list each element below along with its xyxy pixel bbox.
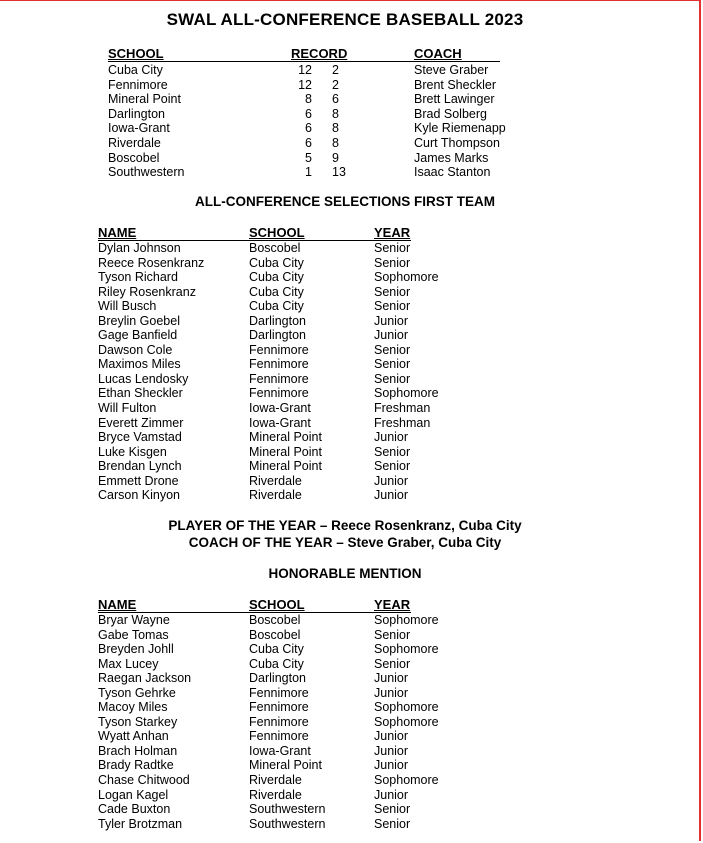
honorable-year: Sophomore (374, 773, 439, 788)
first_team-row (98, 270, 498, 285)
honorable-year: Junior (374, 758, 409, 773)
first_team-year: Sophomore (374, 270, 439, 285)
first_team-row (98, 401, 498, 416)
honorable-year-header: YEAR (374, 597, 411, 612)
honorable-school: Southwestern (249, 816, 326, 831)
standings-losses: 13 (332, 165, 346, 180)
honorable-year: Sophomore (374, 613, 439, 627)
standings-school-header: SCHOOL (108, 46, 164, 61)
standings-school: Iowa-Grant (108, 121, 170, 136)
first_team-school: Cuba City (249, 270, 304, 285)
standings-wins: 6 (305, 106, 312, 121)
standings-coach: Brad Solberg (414, 106, 487, 121)
honorable-row (98, 657, 498, 672)
standings-wins: 6 (305, 121, 312, 136)
first_team-name: Gage Banfield (98, 328, 178, 343)
standings-school: Riverdale (108, 135, 161, 150)
standings-coach: James Marks (414, 150, 489, 165)
honorable-school: Fennimore (249, 700, 309, 715)
first_team-school: Darlington (249, 328, 306, 343)
standings-wins: 12 (298, 77, 312, 92)
first-team-heading: ALL-CONFERENCE SELECTIONS FIRST TEAM (195, 194, 495, 209)
honorable-name: Macoy Miles (98, 700, 168, 715)
standings-wins: 5 (305, 150, 312, 165)
first_team-year: Senior (374, 342, 411, 357)
standings-table (108, 63, 528, 180)
first_team-school: Fennimore (249, 371, 309, 386)
first_team-name: Breylin Goebel (98, 313, 180, 328)
standings-coach-header: COACH (414, 46, 462, 61)
first_team-school: Cuba City (249, 284, 304, 299)
standings-coach: Curt Thompson (414, 135, 500, 150)
honorable-school: Boscobel (249, 613, 301, 627)
first_team-name: Dawson Cole (98, 342, 173, 357)
honorable-name: Gabe Tomas (98, 627, 169, 642)
honorable-year: Senior (374, 802, 411, 817)
first_team-year: Senior (374, 299, 411, 314)
honorable-row (98, 744, 498, 759)
standings-coach: Isaac Stanton (414, 165, 491, 180)
first_team-year: Junior (374, 488, 409, 503)
first_team-school: Iowa-Grant (249, 415, 311, 430)
first_team-school: Fennimore (249, 386, 309, 401)
first_team-name: Emmett Drone (98, 473, 179, 488)
coach-of-the-year: COACH OF THE YEAR – Steve Graber, Cuba City (188, 535, 502, 550)
honorable-year: Sophomore (374, 700, 439, 715)
standings-coach: Brett Lawinger (414, 92, 495, 107)
first_team-row (98, 328, 498, 343)
first_team-name: Ethan Sheckler (98, 386, 183, 401)
first_team-year: Senior (374, 357, 411, 372)
standings-losses: 2 (332, 63, 339, 77)
first_team-school: Cuba City (249, 255, 304, 270)
standings-row (108, 63, 528, 78)
first_team-year: Junior (374, 328, 409, 343)
first_team-row (98, 256, 498, 271)
standings-coach: Steve Graber (414, 63, 489, 77)
first_team-year: Senior (374, 459, 411, 474)
first_team-row (98, 445, 498, 460)
first_team-school: Riverdale (249, 488, 302, 503)
honorable-row (98, 729, 498, 744)
first_team-name: Luke Kisgen (98, 444, 167, 459)
honorable-row (98, 671, 498, 686)
standings-school: Boscobel (108, 150, 160, 165)
honorable-school: Cuba City (249, 642, 304, 657)
first_team-name: Dylan Johnson (98, 241, 181, 255)
honorable-school: Mineral Point (249, 758, 322, 773)
standings-losses: 6 (332, 92, 339, 107)
honorable-year: Junior (374, 729, 409, 744)
standings-record-header: RECORD (291, 46, 348, 61)
first_team-year: Senior (374, 241, 411, 255)
first_team-name: Lucas Lendosky (98, 371, 189, 386)
standings-school: Fennimore (108, 77, 168, 92)
honorable-name: Raegan Jackson (98, 671, 192, 686)
honorable-year: Senior (374, 816, 411, 831)
first_team-school: Darlington (249, 313, 306, 328)
standings-losses: 9 (332, 150, 339, 165)
honorable-row (98, 773, 498, 788)
standings-losses: 2 (332, 77, 339, 92)
honorable-school: Fennimore (249, 729, 309, 744)
standings-losses: 8 (332, 135, 339, 150)
honorable-row (98, 758, 498, 773)
first_team-school: Riverdale (249, 473, 302, 488)
first_team-school: Fennimore (249, 342, 309, 357)
honorable-name: Tyson Gehrke (98, 685, 176, 700)
honorable-row (98, 628, 498, 643)
first_team-name: Riley Rosenkranz (98, 284, 196, 299)
first_team-year: Junior (374, 430, 409, 445)
first_team-row (98, 416, 498, 431)
honorable-school: Darlington (249, 671, 306, 686)
honorable-row (98, 715, 498, 730)
standings-header-rule (108, 61, 500, 62)
standings-row (108, 121, 528, 136)
standings-school: Cuba City (108, 63, 163, 77)
first_team-row (98, 459, 498, 474)
standings-school: Darlington (108, 106, 165, 121)
first_team-row (98, 299, 498, 314)
standings-row (108, 92, 528, 107)
first_team-row (98, 372, 498, 387)
honorable-name: Tyler Brotzman (98, 816, 183, 831)
first_team-row (98, 386, 498, 401)
first_team-year: Senior (374, 284, 411, 299)
first_team-year: Freshman (374, 415, 431, 430)
honorable-school: Boscobel (249, 627, 301, 642)
standings-row (108, 107, 528, 122)
first_team-row (98, 241, 498, 256)
standings-row (108, 165, 528, 180)
first_team-row (98, 314, 498, 329)
first_team-school: Boscobel (249, 241, 301, 255)
first_team-row (98, 474, 498, 489)
standings-losses: 8 (332, 106, 339, 121)
first_team-row (98, 488, 498, 503)
honorable-school: Southwestern (249, 802, 326, 817)
honorable-school-header: SCHOOL (249, 597, 305, 612)
first_team-year: Senior (374, 371, 411, 386)
first_team-row (98, 285, 498, 300)
honorable-name: Max Lucey (98, 656, 159, 671)
honorable-school: Riverdale (249, 773, 302, 788)
standings-wins: 1 (305, 165, 312, 180)
first_team-name: Will Fulton (98, 401, 157, 416)
first_team-school: Iowa-Grant (249, 401, 311, 416)
first_team-year: Senior (374, 255, 411, 270)
first_team-name: Will Busch (98, 299, 157, 314)
honorable-table (98, 613, 498, 831)
first_team-school: Mineral Point (249, 430, 322, 445)
honorable-year: Sophomore (374, 642, 439, 657)
player-of-the-year: PLAYER OF THE YEAR – Reece Rosenkranz, Cuba City (168, 518, 522, 533)
honorable-year: Senior (374, 656, 411, 671)
honorable-row (98, 817, 498, 832)
standings-row (108, 78, 528, 93)
honorable-name: Brady Radtke (98, 758, 174, 773)
first_team-school: Mineral Point (249, 459, 322, 474)
standings-coach: Kyle Riemenapp (414, 121, 506, 136)
standings-wins: 12 (298, 63, 312, 77)
first_team-row (98, 343, 498, 358)
honorable-name: Chase Chitwood (98, 773, 190, 788)
first_team-name: Bryce Vamstad (98, 430, 182, 445)
honorable-name: Cade Buxton (98, 802, 171, 817)
first-team-table (98, 241, 498, 503)
first_team-year: Junior (374, 473, 409, 488)
standings-wins: 6 (305, 135, 312, 150)
first-team-name-header: NAME (98, 225, 137, 240)
honorable-row (98, 686, 498, 701)
first_team-name: Tyson Richard (98, 270, 178, 285)
first_team-year: Senior (374, 444, 411, 459)
honorable-name: Brach Holman (98, 743, 178, 758)
first_team-year: Junior (374, 313, 409, 328)
honorable-school: Iowa-Grant (249, 743, 311, 758)
honorable-row (98, 802, 498, 817)
honorable-row (98, 700, 498, 715)
honorable-name: Logan Kagel (98, 787, 169, 802)
honorable-row (98, 613, 498, 628)
standings-row (108, 151, 528, 166)
first_team-row (98, 357, 498, 372)
honorable-name: Breyden Johll (98, 642, 174, 657)
first_team-name: Carson Kinyon (98, 488, 180, 503)
standings-row (108, 136, 528, 151)
first_team-name: Reece Rosenkranz (98, 255, 205, 270)
honorable-name: Tyson Starkey (98, 714, 178, 729)
standings-losses: 8 (332, 121, 339, 136)
honorable-school: Fennimore (249, 714, 309, 729)
honorable-year: Sophomore (374, 714, 439, 729)
honorable-school: Fennimore (249, 685, 309, 700)
honorable-row (98, 788, 498, 803)
first_team-school: Cuba City (249, 299, 304, 314)
first_team-year: Sophomore (374, 386, 439, 401)
honorable-mention-heading: HONORABLE MENTION (268, 566, 422, 581)
first_team-row (98, 430, 498, 445)
first_team-school: Fennimore (249, 357, 309, 372)
honorable-year: Junior (374, 685, 409, 700)
honorable-school: Riverdale (249, 787, 302, 802)
page-title: SWAL ALL-CONFERENCE BASEBALL 2023 (166, 10, 524, 29)
standings-coach: Brent Sheckler (414, 77, 496, 92)
first-team-year-header: YEAR (374, 225, 411, 240)
honorable-year: Junior (374, 743, 409, 758)
standings-school: Southwestern (108, 165, 185, 180)
first_team-name: Brendan Lynch (98, 459, 182, 474)
honorable-name: Bryar Wayne (98, 613, 170, 627)
honorable-name: Wyatt Anhan (98, 729, 169, 744)
first_team-year: Freshman (374, 401, 431, 416)
honorable-year: Junior (374, 671, 409, 686)
standings-school: Mineral Point (108, 92, 181, 107)
honorable-year: Senior (374, 627, 411, 642)
first_team-name: Maximos Miles (98, 357, 181, 372)
first_team-name: Everett Zimmer (98, 415, 184, 430)
standings-wins: 8 (305, 92, 312, 107)
first-team-school-header: SCHOOL (249, 225, 305, 240)
honorable-year: Junior (374, 787, 409, 802)
honorable-name-header: NAME (98, 597, 137, 612)
first_team-school: Mineral Point (249, 444, 322, 459)
honorable-row (98, 642, 498, 657)
honorable-school: Cuba City (249, 656, 304, 671)
